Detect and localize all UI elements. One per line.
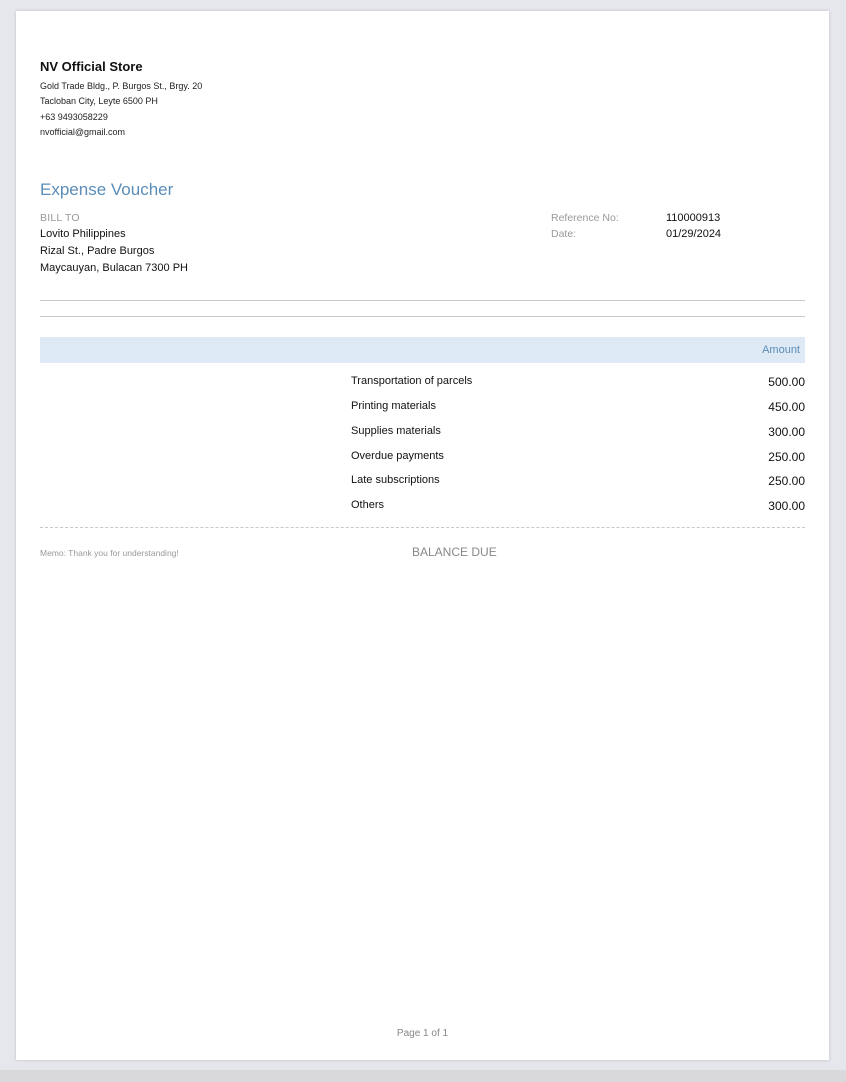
line-item-description: Transportation of parcels (351, 375, 473, 387)
table-header (40, 337, 805, 363)
bill-to-label: BILL TO (40, 212, 80, 224)
page-number: Page 1 of 1 (396, 1028, 449, 1039)
line-item-description: Printing materials (351, 400, 436, 412)
date-label: Date: (551, 228, 577, 240)
line-item-amount: 250.00 (768, 450, 805, 464)
document-title: Expense Voucher (40, 180, 174, 199)
divider (40, 316, 805, 317)
line-item-amount: 450.00 (768, 400, 805, 414)
line-item-description: Others (351, 499, 385, 511)
store-address-line1: Gold Trade Bldg., P. Burgos St., Brgy. 20 (40, 81, 203, 91)
dashed-divider (40, 527, 805, 528)
line-item-description: Late subscriptions (351, 474, 440, 486)
date-value: 01/29/2024 (666, 228, 722, 240)
reference-value: 110000913 (666, 212, 721, 224)
bill-to-address-line1: Rizal St., Padre Burgos (40, 245, 155, 257)
line-item-amount: 300.00 (768, 425, 805, 439)
store-address-line2: Tacloban City, Leyte 6500 PH (40, 96, 158, 106)
store-name: NV Official Store (40, 59, 143, 74)
bill-to-name: Lovito Philippines (40, 228, 126, 240)
divider (40, 300, 805, 301)
amount-column-header: Amount (762, 344, 800, 356)
store-phone: +63 9493058229 (40, 112, 108, 122)
store-email: nvofficial@gmail.com (40, 127, 125, 137)
line-item-description: Supplies materials (351, 425, 441, 437)
viewer-bottom-bar (0, 1070, 846, 1082)
bill-to-address-line2: Maycauyan, Bulacan 7300 PH (40, 262, 188, 274)
memo-text: Memo: Thank you for understanding! (40, 548, 179, 558)
line-item-amount: 250.00 (768, 474, 805, 488)
document-page (16, 11, 829, 1060)
line-item-amount: 300.00 (768, 499, 805, 513)
line-item-description: Overdue payments (351, 450, 444, 462)
balance-due-label: BALANCE DUE (412, 545, 497, 559)
reference-label: Reference No: (551, 212, 619, 224)
line-item-amount: 500.00 (768, 375, 805, 389)
